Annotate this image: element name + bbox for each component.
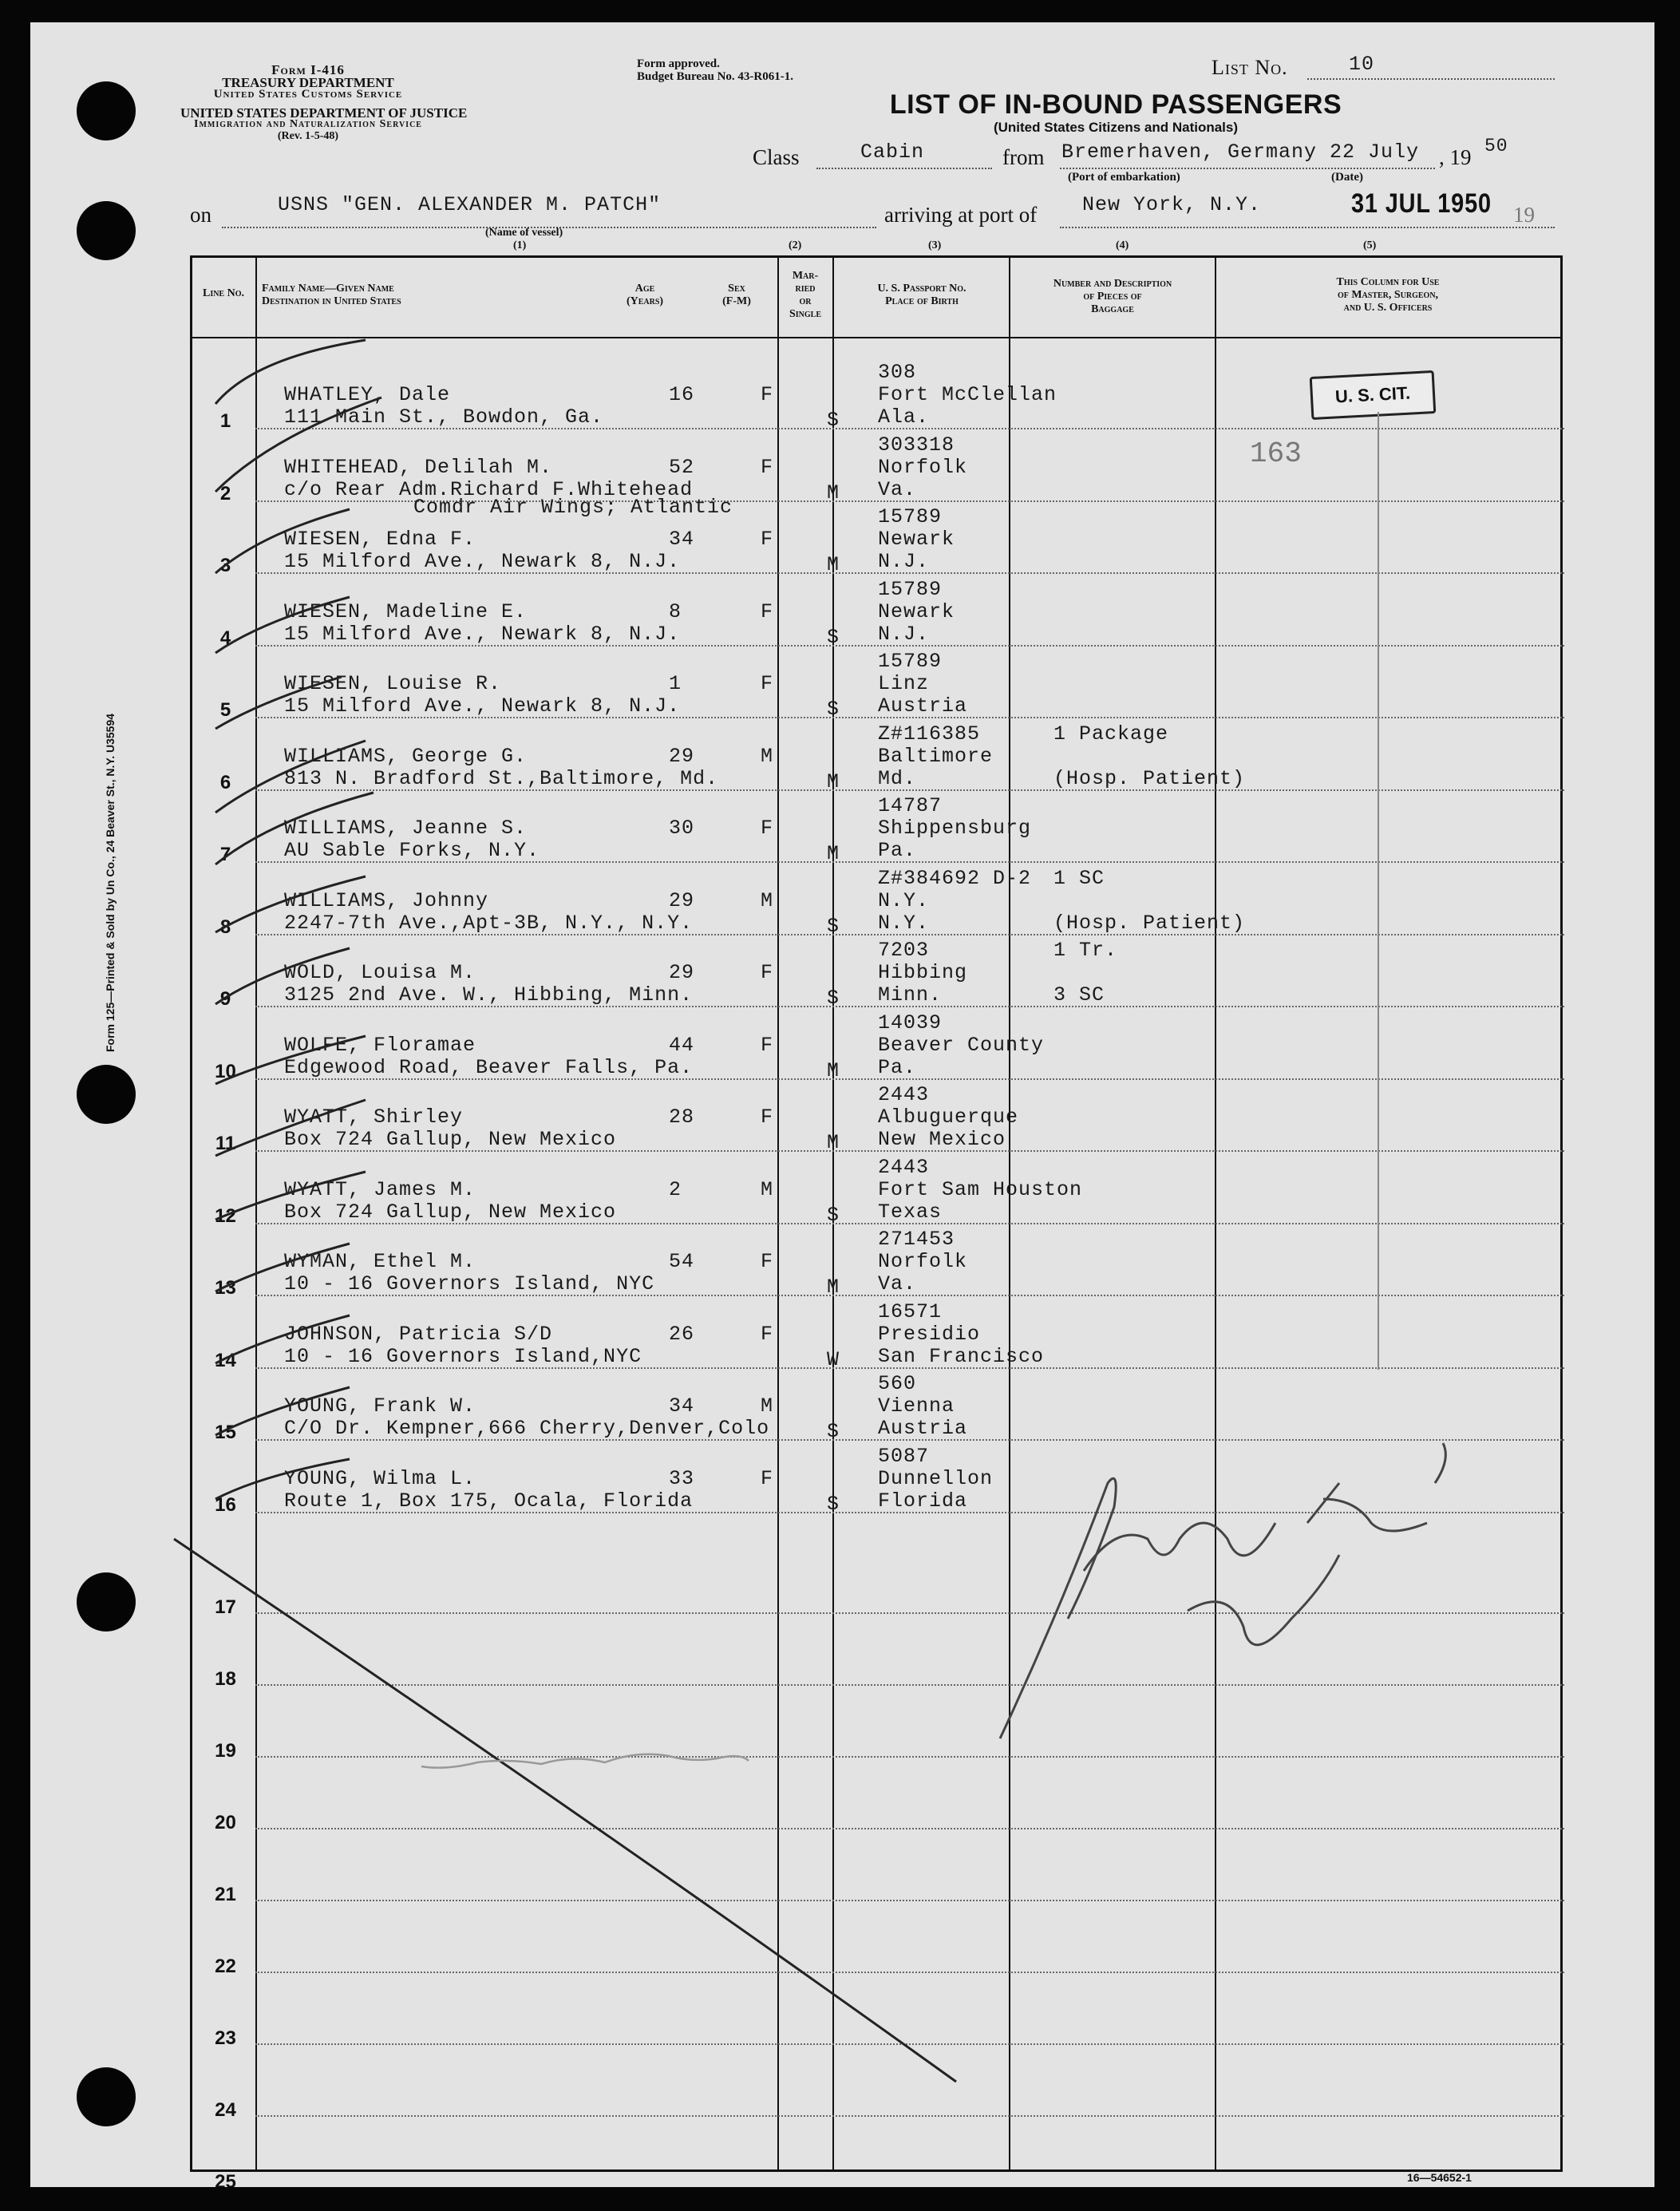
sex-value: M xyxy=(761,744,774,768)
sex-value: F xyxy=(761,599,774,623)
sex-value: F xyxy=(761,1466,774,1490)
budget-bureau: Budget Bureau No. 43-R061-1. xyxy=(637,70,793,83)
marital-status: M xyxy=(827,769,840,793)
sex-value: F xyxy=(761,455,774,479)
birthplace-state: Texas xyxy=(878,1200,943,1224)
from-label: from xyxy=(1002,145,1045,169)
birthplace-state: Ala. xyxy=(878,405,930,429)
arrival-year-suffix: 19 xyxy=(1513,203,1535,227)
birthplace-city: Shippensburg xyxy=(878,817,1032,840)
arrival-port: New York, N.Y. xyxy=(1082,193,1262,216)
col-header-line: Line No. xyxy=(202,287,244,299)
sex-value: F xyxy=(761,961,774,984)
passport-number: 15789 xyxy=(878,650,943,673)
col-header-married-4: Single xyxy=(789,308,822,320)
line-number: 18 xyxy=(215,1668,236,1690)
age-value: 16 xyxy=(669,383,695,406)
passenger-name: WOLFE, Floramae xyxy=(284,1033,476,1057)
line-number: 5 xyxy=(219,699,231,721)
marital-status: M xyxy=(827,1276,840,1299)
age-value: 29 xyxy=(669,961,695,984)
passport-number: 14787 xyxy=(878,794,943,817)
birthplace-city: Linz xyxy=(878,672,930,695)
birthplace-state: Austria xyxy=(878,1417,968,1440)
line-number: 20 xyxy=(215,1812,236,1833)
passenger-name: WHATLEY, Dale xyxy=(284,383,451,406)
birthplace-city: Newark xyxy=(878,599,955,623)
passport-number: 271453 xyxy=(878,1228,955,1251)
col-header-married-3: or xyxy=(799,295,812,307)
birthplace-state: San Francisco xyxy=(878,1344,1045,1368)
passenger-name: WIESEN, Louise R. xyxy=(284,672,502,695)
form-approved: Form approved. xyxy=(637,57,720,70)
passport-number: Z#116385 xyxy=(878,722,981,746)
birthplace-state: Va. xyxy=(878,1272,917,1295)
age-value: 29 xyxy=(669,744,695,768)
col-header-sex: Sex xyxy=(728,283,745,295)
col-header-passport: U. S. Passport No. xyxy=(877,283,966,295)
faint-signature xyxy=(421,1754,749,1768)
line-number: 8 xyxy=(219,916,231,938)
line-number: 6 xyxy=(219,771,231,793)
col-header-baggage-1: Number and Description xyxy=(1053,278,1172,290)
sex-value: F xyxy=(761,817,774,840)
footer-code: 16—54652-1 xyxy=(1407,2171,1472,2184)
sex-value: F xyxy=(761,672,774,695)
destination-address: C/O Dr. Kempner,666 Cherry,Denver,Colo xyxy=(284,1417,770,1440)
destination-address: 10 - 16 Governors Island,NYC xyxy=(284,1344,642,1368)
baggage-line2: (Hosp. Patient) xyxy=(1053,911,1246,935)
age-value: 29 xyxy=(669,888,695,912)
age-value: 28 xyxy=(669,1106,695,1129)
passport-number: 16571 xyxy=(878,1299,943,1323)
officer-signature xyxy=(1000,1443,1445,1738)
passenger-name: YOUNG, Frank W. xyxy=(284,1394,476,1418)
revision: (Rev. 1-5-48) xyxy=(277,130,339,142)
document-title: LIST OF IN-BOUND PASSENGERS xyxy=(889,89,1342,120)
birthplace-state: Minn. xyxy=(878,983,943,1007)
baggage-line1: 1 SC xyxy=(1053,866,1105,890)
destination-address: Box 724 Gallup, New Mexico xyxy=(284,1128,617,1151)
passport-number: 7203 xyxy=(878,939,930,962)
col-num-5: (5) xyxy=(1363,239,1377,251)
age-value: 44 xyxy=(669,1033,695,1057)
age-value: 1 xyxy=(669,672,682,695)
marital-status: M xyxy=(827,553,840,576)
destination-address: Route 1, Box 175, Ocala, Florida xyxy=(284,1489,694,1513)
handwritten-number: 163 xyxy=(1250,437,1302,470)
birthplace-state: New Mexico xyxy=(878,1128,1006,1151)
on-label: on xyxy=(190,203,211,227)
passport-number: Z#384692 D-2 xyxy=(878,866,1032,890)
line-number: 1 xyxy=(219,410,231,432)
birthplace-city: Presidio xyxy=(878,1322,981,1346)
age-value: 52 xyxy=(669,455,695,479)
line-number: 22 xyxy=(215,1956,236,1977)
line-number: 9 xyxy=(219,988,231,1010)
from-value: Bremerhaven, Germany 22 July xyxy=(1061,140,1420,164)
destination-address: 111 Main St., Bowdon, Ga. xyxy=(284,405,604,429)
birthplace-city: Beaver County xyxy=(878,1033,1045,1057)
year-value: 50 xyxy=(1484,136,1508,156)
destination-address-line2: Comdr Air Wings; Atlantic xyxy=(413,495,733,519)
year-prefix: , 19 xyxy=(1439,145,1472,169)
destination-address: 3125 2nd Ave. W., Hibbing, Minn. xyxy=(284,983,694,1007)
col-num-2: (2) xyxy=(789,239,802,251)
marital-status: S xyxy=(827,1420,840,1443)
passenger-name: WHITEHEAD, Delilah M. xyxy=(284,455,553,479)
document-subtitle: (United States Citizens and Nationals) xyxy=(993,120,1239,135)
line-number: 17 xyxy=(215,1596,236,1618)
birthplace-city: Newark xyxy=(878,528,955,551)
marital-status: S xyxy=(827,987,840,1010)
baggage-line2: 3 SC xyxy=(1053,983,1105,1007)
passport-number: 5087 xyxy=(878,1444,930,1468)
col-header-baggage-3: Baggage xyxy=(1091,303,1134,315)
date-caption: (Date) xyxy=(1331,171,1363,184)
birthplace-state: Pa. xyxy=(878,1055,917,1079)
passenger-name: JOHNSON, Patricia S/D xyxy=(284,1322,553,1346)
line-number: 4 xyxy=(219,627,231,649)
birthplace-state: Austria xyxy=(878,694,968,718)
passenger-name: YOUNG, Wilma L. xyxy=(284,1466,476,1490)
birthplace-state: Va. xyxy=(878,477,917,501)
destination-address: Box 724 Gallup, New Mexico xyxy=(284,1200,617,1224)
birthplace-state: Md. xyxy=(878,766,917,790)
marital-status: S xyxy=(827,698,840,721)
passenger-name: WIESEN, Madeline E. xyxy=(284,599,528,623)
passport-number: 15789 xyxy=(878,505,943,528)
line-number: 10 xyxy=(215,1060,236,1082)
sex-value: M xyxy=(761,888,774,912)
sex-value: F xyxy=(761,1322,774,1346)
agency-justice: UNITED STATES DEPARTMENT OF JUSTICE xyxy=(180,105,468,121)
destination-address: Edgewood Road, Beaver Falls, Pa. xyxy=(284,1055,694,1079)
col-header-age-sub: (Years) xyxy=(626,295,664,307)
line-number: 7 xyxy=(219,844,231,865)
baggage-line1: 1 Tr. xyxy=(1053,939,1118,962)
passport-number: 2443 xyxy=(878,1155,930,1179)
marital-status: S xyxy=(827,1203,840,1227)
birthplace-city: Dunnellon xyxy=(878,1466,994,1490)
destination-address: 2247-7th Ave.,Apt-3B, N.Y., N.Y. xyxy=(284,911,694,935)
destination-address: AU Sable Forks, N.Y. xyxy=(284,839,540,862)
age-value: 2 xyxy=(669,1177,682,1201)
line-number: 24 xyxy=(215,2099,236,2121)
passport-number: 15789 xyxy=(878,577,943,601)
col-num-4: (4) xyxy=(1116,239,1129,251)
port-caption: (Port of embarkation) xyxy=(1068,171,1180,184)
birthplace-city: N.Y. xyxy=(878,888,930,912)
form-number: Form I-416 xyxy=(271,62,345,77)
marital-status: M xyxy=(827,1131,840,1154)
marital-status: W xyxy=(827,1347,840,1371)
birthplace-city: Baltimore xyxy=(878,744,994,768)
col-header-married-1: Mar- xyxy=(792,270,819,282)
line-number: 25 xyxy=(215,2171,236,2187)
passenger-name: WILLIAMS, Jeanne S. xyxy=(284,817,528,840)
col-num-3: (3) xyxy=(928,239,942,251)
col-header-destination: Destination in United States xyxy=(262,295,401,307)
line-number: 11 xyxy=(215,1133,236,1154)
birthplace-state: N.J. xyxy=(878,622,930,646)
birthplace-state: N.J. xyxy=(878,550,930,573)
sex-value: F xyxy=(761,1250,774,1273)
birthplace-city: Albuguerque xyxy=(878,1106,1019,1129)
checkmarks xyxy=(215,340,381,1499)
list-no-label: List No. xyxy=(1212,56,1288,79)
destination-address: 15 Milford Ave., Newark 8, N.J. xyxy=(284,550,681,573)
vessel-caption: (Name of vessel) xyxy=(485,227,563,239)
line-number: 16 xyxy=(215,1493,236,1516)
age-value: 26 xyxy=(669,1322,695,1346)
birthplace-city: Fort Sam Houston xyxy=(878,1177,1083,1201)
age-value: 54 xyxy=(669,1250,695,1273)
passenger-name: WILLIAMS, Johnny xyxy=(284,888,489,912)
handwriting-overlay xyxy=(30,22,1654,2187)
passport-number: 303318 xyxy=(878,433,955,457)
birthplace-state: Florida xyxy=(878,1489,968,1513)
arrival-date-stamp: 31 JUL 1950 xyxy=(1351,188,1492,219)
sex-value: F xyxy=(761,528,774,551)
line-number: 13 xyxy=(215,1277,236,1299)
birthplace-state: N.Y. xyxy=(878,911,930,935)
baggage-line1: 1 Package xyxy=(1053,722,1169,746)
strike-through-line xyxy=(174,1539,956,2082)
sex-value: M xyxy=(761,1394,774,1418)
baggage-line2: (Hosp. Patient) xyxy=(1053,766,1246,790)
destination-address: c/o Rear Adm.Richard F.Whitehead xyxy=(284,477,694,501)
age-value: 33 xyxy=(669,1466,695,1490)
col-num-1: (1) xyxy=(513,239,527,251)
col-header-baggage-2: of Pieces of xyxy=(1083,291,1142,303)
list-no-value: 10 xyxy=(1349,53,1375,76)
col-header-name: Family Name—Given Name xyxy=(262,283,394,295)
sex-value: F xyxy=(761,1033,774,1057)
passport-number: 2443 xyxy=(878,1083,930,1106)
passport-number: 14039 xyxy=(878,1011,943,1034)
birthplace-city: Fort McClellan xyxy=(878,383,1057,406)
marital-status: S xyxy=(827,409,840,432)
vessel-name: USNS "GEN. ALEXANDER M. PATCH" xyxy=(278,193,662,216)
birthplace-city: Vienna xyxy=(878,1394,955,1418)
line-number: 14 xyxy=(215,1349,236,1371)
line-number: 12 xyxy=(215,1204,236,1227)
line-number: 19 xyxy=(215,1740,236,1762)
destination-address: 15 Milford Ave., Newark 8, N.J. xyxy=(284,622,681,646)
col-header-birthplace: Place of Birth xyxy=(885,295,959,307)
passport-number: 308 xyxy=(878,361,917,384)
class-value: Cabin xyxy=(860,140,925,164)
col-header-sex-sub: (F-M) xyxy=(722,295,751,307)
passenger-name: WYMAN, Ethel M. xyxy=(284,1250,476,1273)
destination-address: 15 Milford Ave., Newark 8, N.J. xyxy=(284,694,681,718)
agency-ins: Immigration and Naturalization Service xyxy=(194,118,422,130)
marital-status: M xyxy=(827,842,840,865)
sex-value: M xyxy=(761,1177,774,1201)
us-citizen-stamp: U. S. CIT. xyxy=(1310,370,1437,420)
passenger-name: WIESEN, Edna F. xyxy=(284,528,476,551)
col-header-age: Age xyxy=(634,283,655,295)
arriving-label: arriving at port of xyxy=(884,203,1038,227)
class-label: Class xyxy=(753,145,800,169)
sex-value: F xyxy=(761,1106,774,1129)
line-number: 15 xyxy=(215,1422,236,1443)
manifest-page xyxy=(30,22,1654,2187)
marital-status: M xyxy=(827,1058,840,1082)
birthplace-state: Pa. xyxy=(878,839,917,862)
passenger-name: WYATT, James M. xyxy=(284,1177,476,1201)
agency-customs: United States Customs Service xyxy=(213,88,403,101)
age-value: 30 xyxy=(669,817,695,840)
passenger-name: WYATT, Shirley xyxy=(284,1106,464,1129)
marital-status: S xyxy=(827,1492,840,1516)
marital-status: S xyxy=(827,914,840,938)
destination-address: 813 N. Bradford St.,Baltimore, Md. xyxy=(284,766,719,790)
marital-status: S xyxy=(827,625,840,649)
col-header-married-2: ried xyxy=(795,283,816,295)
age-value: 8 xyxy=(669,599,682,623)
passport-number: 560 xyxy=(878,1372,917,1395)
line-number: 3 xyxy=(219,555,231,576)
line-number: 2 xyxy=(219,482,231,504)
agency-treasury: TREASURY DEPARTMENT xyxy=(222,75,394,90)
col-header-officers-2: of Master, Surgeon, xyxy=(1337,289,1439,301)
passenger-name: WOLD, Louisa M. xyxy=(284,961,476,984)
destination-address: 10 - 16 Governors Island, NYC xyxy=(284,1272,655,1295)
printer-imprint: Form 125—Printed & Sold by Un Co., 24 Beaver St., N.Y. U35594 xyxy=(104,713,117,1052)
age-value: 34 xyxy=(669,528,695,551)
birthplace-city: Hibbing xyxy=(878,961,968,984)
birthplace-city: Norfolk xyxy=(878,1250,968,1273)
age-value: 34 xyxy=(669,1394,695,1418)
col-header-officers-3: and U. S. Officers xyxy=(1343,302,1433,314)
sex-value: F xyxy=(761,383,774,406)
line-number: 23 xyxy=(215,2027,236,2049)
col-header-officers-1: This Column for Use xyxy=(1336,276,1440,288)
passenger-name: WILLIAMS, George G. xyxy=(284,744,528,768)
line-number: 21 xyxy=(215,1884,236,1905)
marital-status: M xyxy=(827,481,840,504)
birthplace-city: Norfolk xyxy=(878,455,968,479)
